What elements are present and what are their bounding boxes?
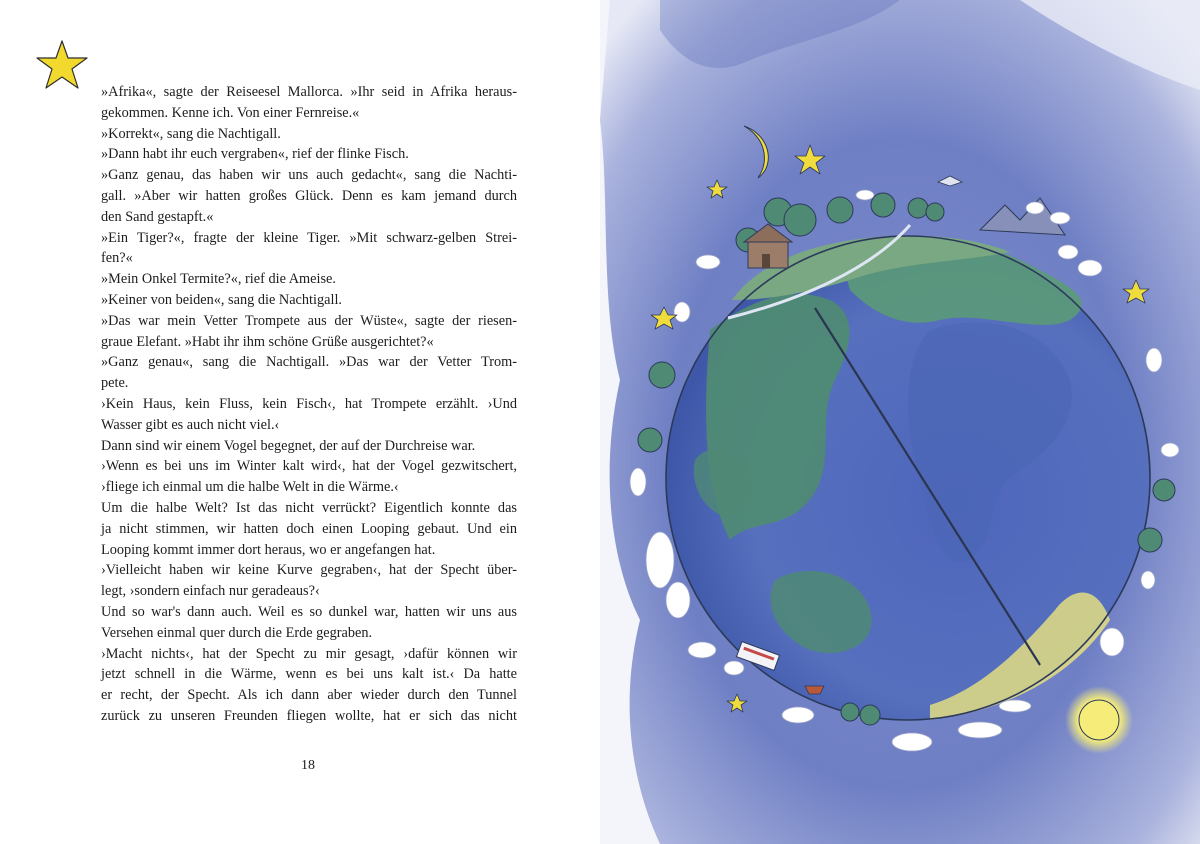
page-number: 18 [301,758,315,773]
text-line: zurück zu unseren Freunden fliegen wollte, hat er sich das nicht [101,707,517,724]
text-line: pete. [101,375,129,392]
text-line: Und so war's dann auch. Weil es so dunkel war, hatten wir uns aus [101,603,517,620]
text-line: ›Wenn es bei uns im Winter kalt wird‹, hat der Vogel gezwitschert, [101,458,517,475]
sun-icon [1065,686,1133,754]
text-line: ›Kein Haus, kein Fluss, kein Fisch‹, hat Trompete erzählt. ›Und [101,395,517,412]
text-line: gall. »Aber wir hatten großes Glück. Denn es kam jemand durch [101,187,517,204]
text-line: »Mein Onkel Termite?«, rief die Ameise. [101,271,336,288]
text-line: Um die halbe Welt? Ist das nicht verrückt? Eigentlich konnte das [101,499,517,516]
text-line: »Ganz genau, das haben wir uns auch gedacht«, sang die Nachti- [101,167,517,184]
text-line: »Dann habt ihr euch vergraben«, rief der flinke Fisch. [101,146,409,163]
text-line: ›Macht nichts‹, hat der Specht zu mir gesagt, ›dafür können wir [101,645,517,662]
star-icon [34,38,90,92]
earth-illustration [600,0,1200,844]
earth-globe [666,225,1150,720]
text-line: legt, ›sondern einfach nur geradeaus?‹ [101,583,320,600]
text-line: Dann sind wir einem Vogel begegnet, der auf der Durchreise war. [101,437,476,454]
text-line: »Korrekt«, sang die Nachtigall. [101,125,281,142]
text-line: graue Elefant. »Habt ihr ihm schöne Grüße ausgerichtet?« [101,333,434,350]
text-line: Wasser gibt es auch nicht viel.‹ [101,416,280,433]
right-page-illustration [600,0,1200,844]
text-line: »Das war mein Vetter Trompete aus der Wüste«, sagte der riesen- [101,312,517,329]
story-text [101,82,517,727]
text-line: Versehen einmal quer durch die Erde gegraben. [101,624,373,641]
text-line: »Keiner von beiden«, sang die Nachtigall. [101,291,342,308]
text-line: »Ganz genau«, sang die Nachtigall. »Das war der Vetter Trom- [101,354,517,371]
text-line: »Ein Tiger?«, fragte der kleine Tiger. »Mit schwarz-gelben Strei- [101,229,517,246]
text-line: gekommen. Kenne ich. Von einer Fernreise.« [101,104,360,121]
text-line: er recht, der Specht. Als ich dann aber wieder durch den Tunnel [101,687,517,704]
text-line: Looping kommt immer dort heraus, wo er angefangen hat. [101,541,436,558]
text-line: fen?« [101,250,133,267]
text-line: ›fliege ich einmal um die halbe Welt in die Wärme.‹ [101,479,399,496]
text-line: »Afrika«, sagte der Reiseesel Mallorca. »Ihr seid in Afrika heraus- [101,84,517,100]
text-line: jetzt schnell in die Wärme, wenn es bei uns kalt ist.‹ Da hatte [101,666,517,683]
text-line: ›Vielleicht haben wir keine Kurve gegraben‹, hat der Specht über- [101,562,517,579]
text-line: den Sand gestapft.« [101,208,214,225]
text-line: ja nicht stimmen, wir hatten doch einen Looping gebaut. Und ein [101,520,517,537]
